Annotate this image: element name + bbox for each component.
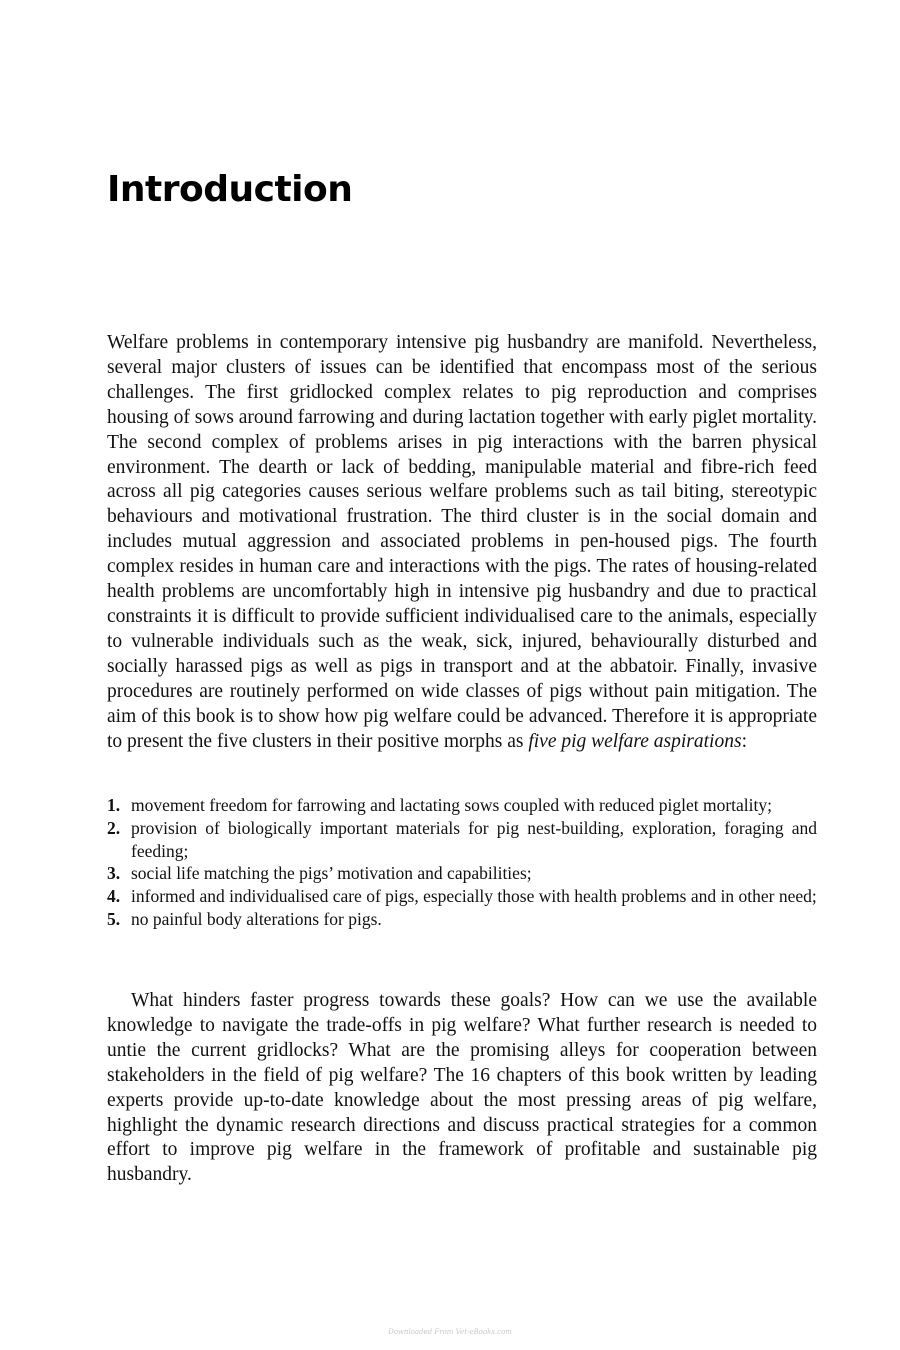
list-item — [107, 862, 817, 885]
list-item-text: provision of biologically important materials for pig nest-building, exploration, foraging and feeding; — [131, 817, 817, 861]
chapter-title: Introduction — [107, 169, 353, 210]
list-item-number: 3. — [107, 863, 121, 884]
intro-paragraph-text: Welfare problems in contemporary intensive pig husbandry are manifold. Nevertheless, several major clusters of issues can be identified that encompass most of the serious challenges. The first gridlocked complex relates to pig reproduction and comprises housing of sows around farrowing and during lactation together with early piglet mortality. The second complex of problems arises in pig interactions with the barren physical environment. The dearth or lack of bedding, manipulable material and fibre-rich feed across all pig categories causes serious welfare problems such as tail biting, stereotypic behaviours and motivational frustration. The third cluster is in the social domain and includes mutual aggression and associated problems in pen-housed pigs. The fourth complex resides in human care and interactions with the pigs. The rates of housing-related health problems are uncomfortably high in intensive pig husbandry and due to practical constraints it is difficult to provide sufficient individualised care to the animals, especially to vulnerable individuals such as the weak, sick, injured, behaviourally disturbed and socially harassed pigs as well as pigs in transport and at the abbatoir. Finally, invasive procedures are routinely performed on wide classes of pigs without pain mitigation. The aim of this book is to show how pig welfare could be advanced. Therefore it is appropriate to present the five clusters in their positive morphs as — [107, 332, 817, 752]
download-watermark: Downloaded From Vet-eBooks.com — [388, 1328, 512, 1336]
aspirations-list — [107, 794, 817, 931]
list-item-text: social life matching the pigs’ motivation and capabilities; — [131, 863, 532, 884]
list-item-number: 5. — [107, 908, 121, 929]
list-item-number: 4. — [107, 886, 121, 907]
list-item-text: informed and individualised care of pigs, especially those with health problems and in other need; — [131, 886, 817, 907]
list-item — [107, 794, 817, 817]
closing-paragraph: What hinders faster progress towards these goals? How can we use the available knowledge to navigate the trade-offs in pig welfare? What further research is needed to untie the current gridlocks? What are the promising alleys for cooperation between stakeholders in the field of pig welfare? The 16 chapters of this book written by leading experts provide up-to-date knowledge about the most pressing areas of pig welfare, highlight the dynamic research directions and discuss practical strategies for a common effort to improve pig welfare in the framework of profitable and sustainable pig husbandry. — [107, 990, 817, 1186]
list-item-number: 2. — [107, 817, 121, 838]
intro-paragraph-end: : — [741, 730, 747, 752]
list-item — [107, 817, 817, 863]
list-item-text: no painful body alterations for pigs. — [131, 908, 382, 929]
intro-paragraph — [107, 331, 817, 754]
list-item — [107, 908, 817, 931]
intro-emphasis: five pig welfare aspirations — [528, 730, 742, 752]
list-item-text: movement freedom for farrowing and lactating sows coupled with reduced piglet mortality; — [131, 795, 772, 815]
list-item-number: 1. — [107, 795, 121, 815]
list-item — [107, 885, 817, 908]
